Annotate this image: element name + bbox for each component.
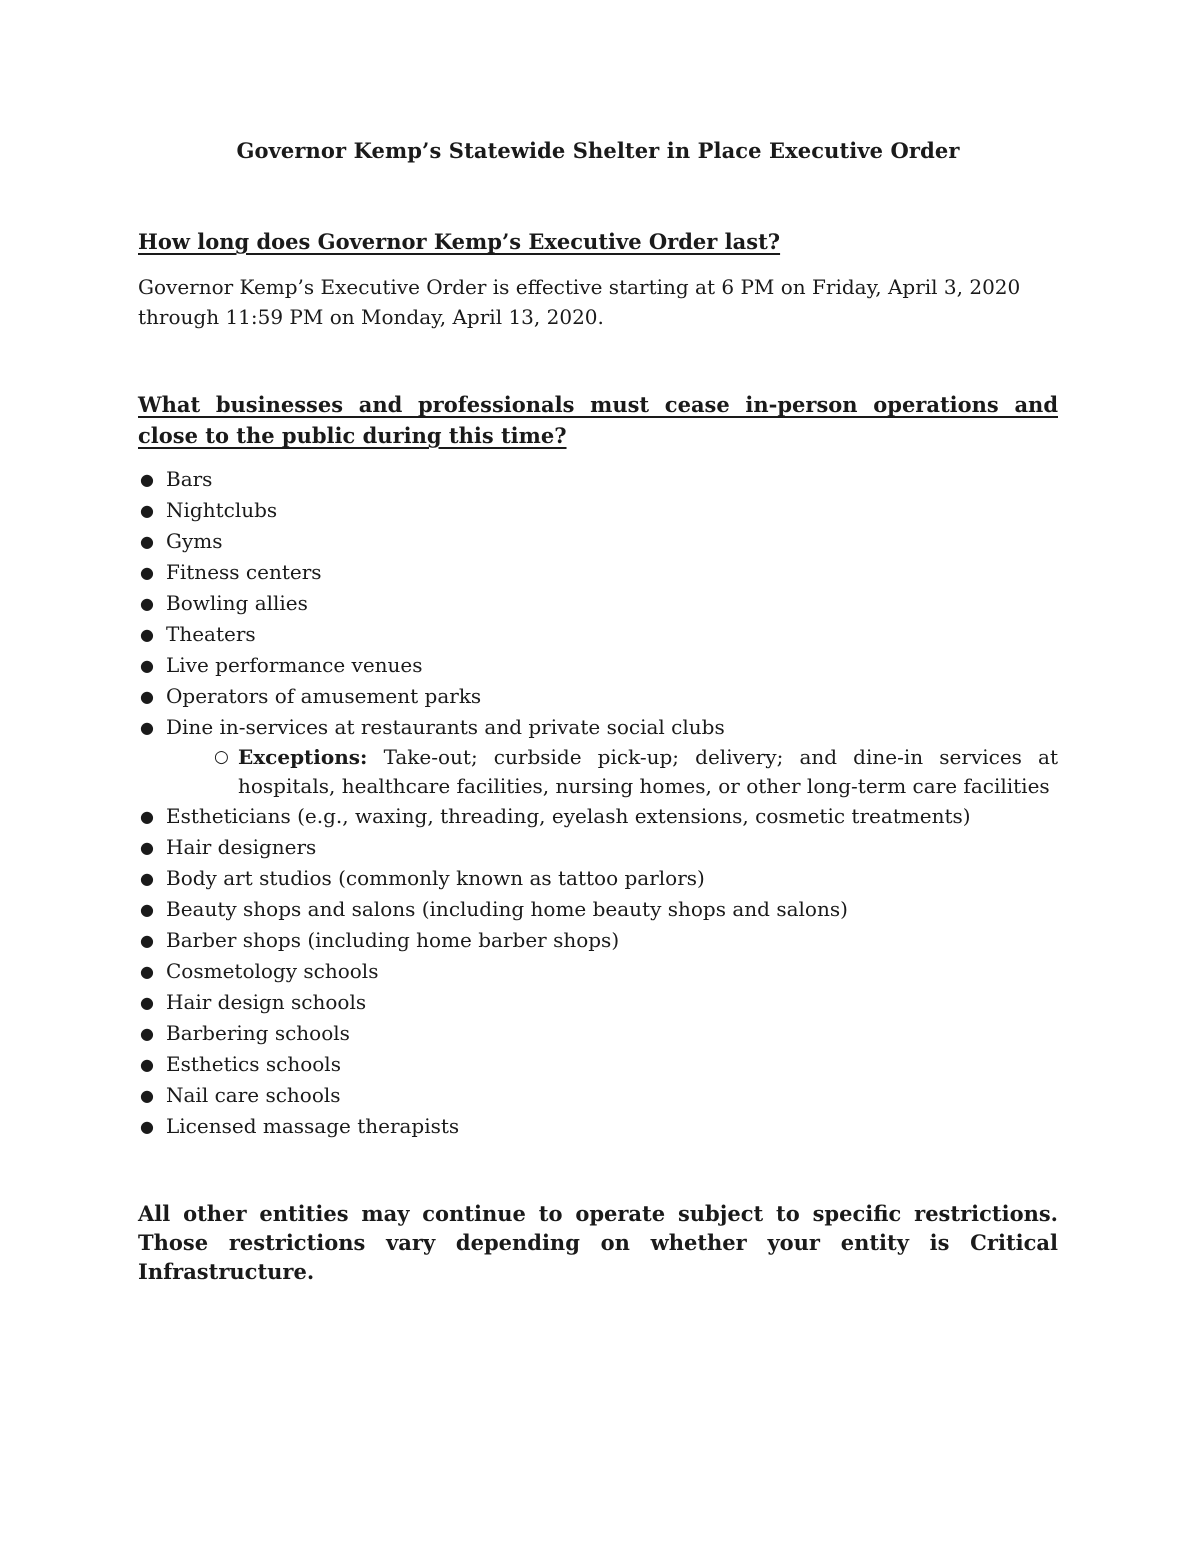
list-item-text: Estheticians (e.g., waxing, threading, eyelash extensions, cosmetic treatments) [166, 804, 971, 828]
list-item [138, 1111, 1058, 1142]
bullet-icon: ● [140, 594, 154, 613]
list-item-text: Fitness centers [166, 560, 322, 584]
bullet-icon: ● [140, 625, 154, 644]
bullet-icon: ● [140, 931, 154, 950]
list-item [138, 832, 1058, 863]
list-item-text: Theaters [166, 622, 256, 646]
bullet-icon: ● [140, 1055, 154, 1074]
exception-subitem [138, 743, 1058, 801]
bullet-icon: ● [140, 1024, 154, 1043]
bullet-icon: ● [140, 1117, 154, 1136]
list-item [138, 987, 1058, 1018]
list-item [138, 712, 1058, 743]
list-item-text: Nightclubs [166, 498, 278, 522]
list-item [138, 801, 1058, 832]
list-item-text: Cosmetology schools [166, 959, 379, 983]
document-title: Governor Kemp’s Statewide Shelter in Place Executive Order [236, 138, 960, 163]
list-item-text: Hair design schools [166, 990, 367, 1014]
list-item [138, 619, 1058, 650]
list-item [138, 464, 1058, 495]
bullet-icon: ● [140, 470, 154, 489]
bullet-icon: ● [140, 687, 154, 706]
duration-paragraph: Governor Kemp’s Executive Order is effective starting at 6 PM on Friday, April 3, 2020 through 11:59 PM on Monday, April 13, 2020. [138, 275, 1021, 329]
list-item [138, 1080, 1058, 1111]
list-item [138, 1049, 1058, 1080]
list-item [138, 526, 1058, 557]
bullet-icon: ● [140, 1086, 154, 1105]
list-item-text: Operators of amusement parks [166, 684, 482, 708]
exception-text: Take-out; curbside pick-up; delivery; and dine-in services at hospitals, healthcare facilities, nursing homes, or other long-term care facilities [238, 745, 1059, 798]
closing-statement: All other entities may continue to operate subject to specific restrictions. Those restrictions vary depending on whether your entity is Critical Infrastructure. [138, 1201, 1058, 1284]
list-item-text: Barber shops (including home barber shops) [166, 928, 620, 952]
list-item [138, 681, 1058, 712]
hollow-bullet-icon: ○ [214, 747, 229, 767]
list-item-text: Licensed massage therapists [166, 1114, 460, 1138]
bullet-icon: ● [140, 718, 154, 737]
bullet-icon: ● [140, 807, 154, 826]
list-item [138, 495, 1058, 526]
list-item [138, 956, 1058, 987]
bullet-icon: ● [140, 656, 154, 675]
bullet-icon: ● [140, 900, 154, 919]
list-item [138, 894, 1058, 925]
list-item [138, 925, 1058, 956]
bullet-icon: ● [140, 962, 154, 981]
list-item [138, 557, 1058, 588]
closure-list [138, 464, 1058, 1142]
list-item-text: Barbering schools [166, 1021, 350, 1045]
bullet-icon: ● [140, 869, 154, 888]
bullet-icon: ● [140, 838, 154, 857]
list-item [138, 863, 1058, 894]
bullet-icon: ● [140, 563, 154, 582]
exception-label: Exceptions: [238, 745, 368, 769]
bullet-icon: ● [140, 993, 154, 1012]
list-item-text: Hair designers [166, 835, 317, 859]
list-item [138, 650, 1058, 681]
list-item-text: Beauty shops and salons (including home beauty shops and salons) [166, 897, 848, 921]
list-item-text: Live performance venues [166, 653, 423, 677]
list-item-text: Nail care schools [166, 1083, 341, 1107]
section-heading-duration: How long does Governor Kemp’s Executive Order last? [138, 229, 781, 254]
list-item [138, 588, 1058, 619]
list-item-text: Dine in-services at restaurants and private social clubs [166, 715, 725, 739]
list-item-text: Bowling allies [166, 591, 308, 615]
list-item-text: Bars [166, 467, 213, 491]
section-heading-closures: What businesses and professionals must cease in-person operations and close to the public during this time? [138, 392, 1058, 448]
bullet-icon: ● [140, 501, 154, 520]
list-item-text: Gyms [166, 529, 223, 553]
bullet-icon: ● [140, 532, 154, 551]
list-item-text: Body art studios (commonly known as tattoo parlors) [166, 866, 705, 890]
list-item-text: Esthetics schools [166, 1052, 341, 1076]
list-item [138, 1018, 1058, 1049]
